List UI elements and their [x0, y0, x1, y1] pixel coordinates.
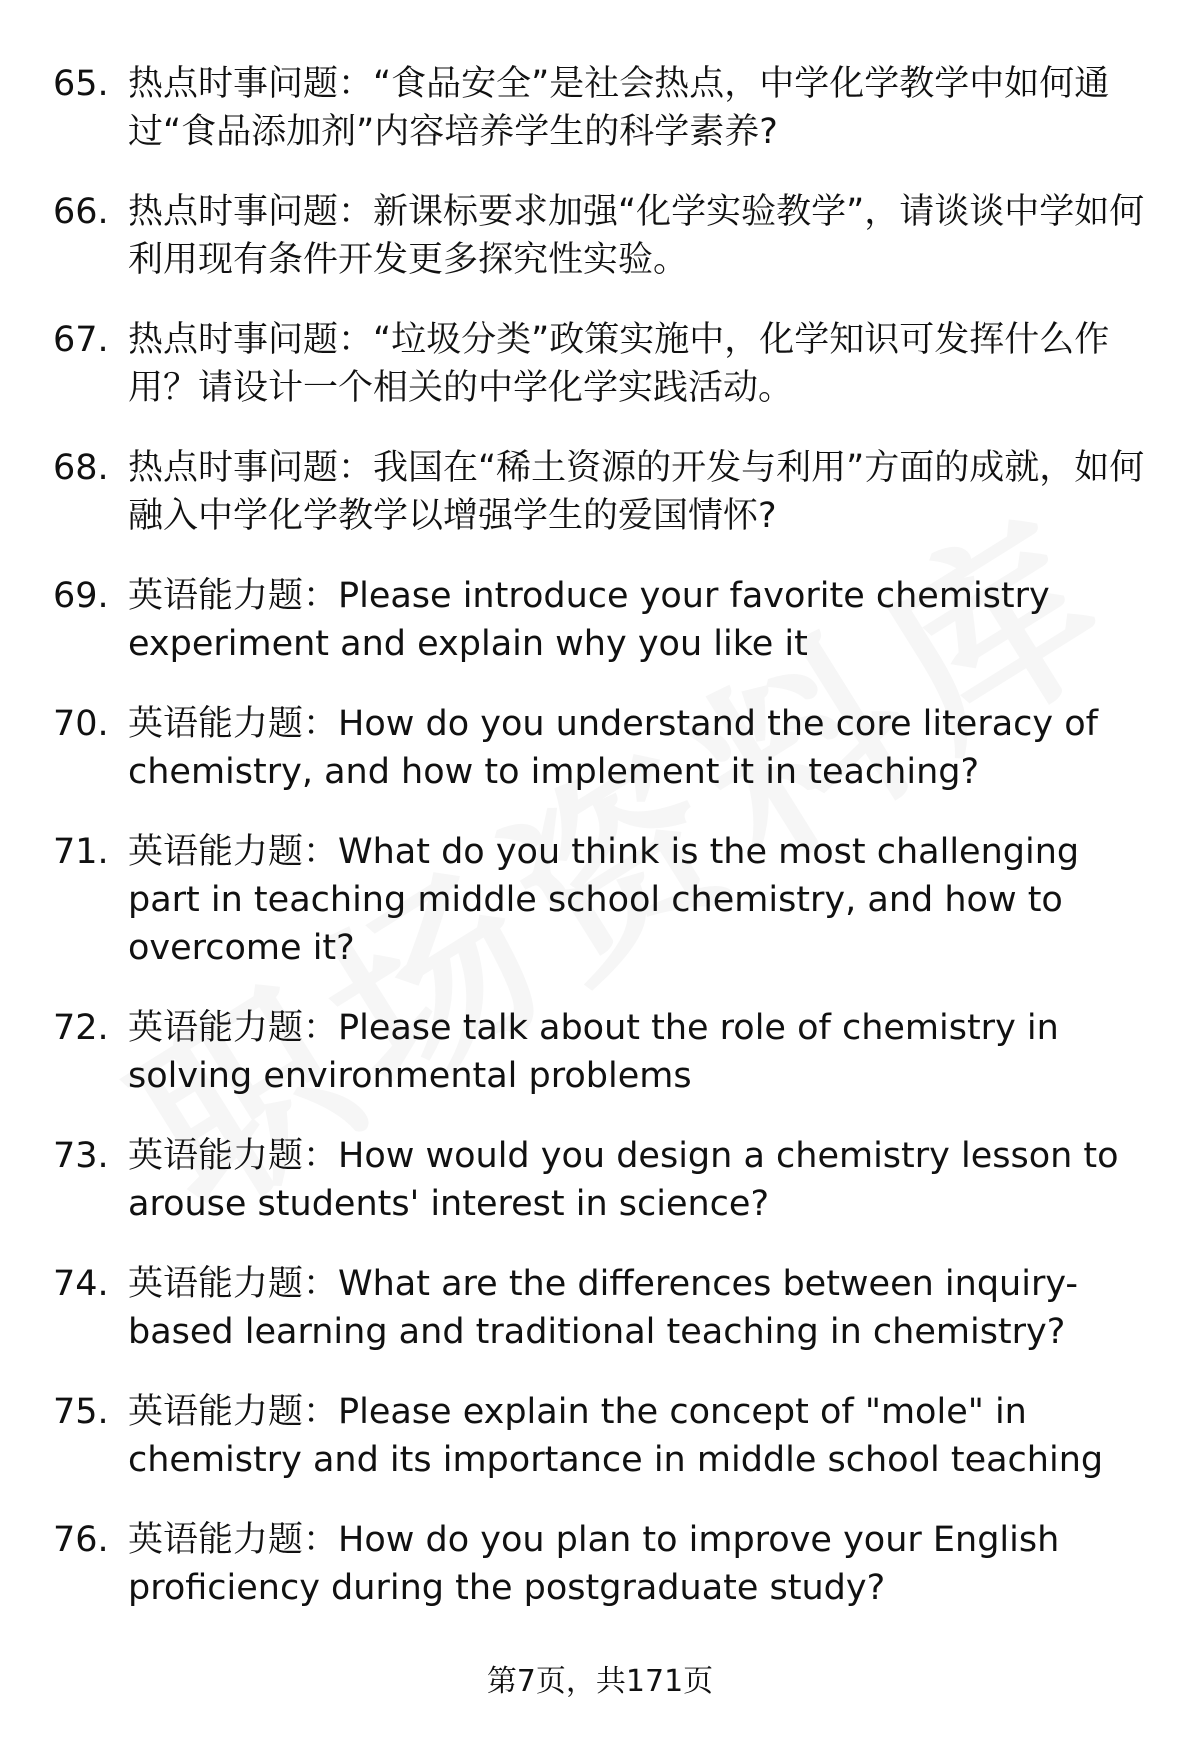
question-text: 英语能力题：Please explain the concept of "mole" in chemistry and its importance in middle school teaching: [128, 1392, 1104, 1480]
question-number: 70.: [53, 704, 109, 744]
page-number-label: 第7页，共171页: [486, 1664, 714, 1699]
question-item: [0, 1132, 1200, 1228]
question-item: [0, 444, 1200, 540]
question-number: 66.: [53, 192, 109, 232]
question-text: 热点时事问题：“食品安全”是社会热点，中学化学教学中如何通过“食品添加剂”内容培养学生的科学素养?: [128, 64, 1110, 152]
question-number: 68.: [53, 448, 109, 488]
question-text: 热点时事问题：“垃圾分类”政策实施中，化学知识可发挥什么作用？请设计一个相关的中学化学实践活动。: [128, 320, 1110, 408]
question-item: [0, 828, 1200, 972]
question-number: 69.: [53, 576, 109, 616]
question-item: [0, 700, 1200, 796]
question-number: 67.: [53, 320, 109, 360]
question-list: [0, 60, 1200, 1612]
question-number: 72.: [53, 1008, 109, 1048]
question-text: 热点时事问题：新课标要求加强“化学实验教学”，请谈谈中学如何利用现有条件开发更多探究性实验。: [128, 192, 1145, 280]
question-item: [0, 1260, 1200, 1356]
question-item: [0, 316, 1200, 412]
question-number: 73.: [53, 1136, 109, 1176]
question-number: 65.: [53, 64, 109, 104]
question-item: [0, 1004, 1200, 1100]
question-item: [0, 1388, 1200, 1484]
question-text: 英语能力题：What are the differences between inquiry-based learning and traditional teaching in chemistry?: [128, 1264, 1079, 1352]
page-footer: [0, 1662, 1200, 1702]
question-item: [0, 60, 1200, 156]
question-text: 热点时事问题：我国在“稀土资源的开发与利用”方面的成就，如何融入中学化学教学以增强学生的爱国情怀?: [128, 448, 1145, 536]
question-number: 71.: [53, 832, 109, 872]
question-item: [0, 572, 1200, 668]
question-item: [0, 188, 1200, 284]
question-text: 英语能力题：What do you think is the most challenging part in teaching middle school chemistry, and how to overcome it?: [128, 832, 1080, 968]
question-text: 英语能力题：Please talk about the role of chemistry in solving environmental problems: [128, 1008, 1059, 1096]
question-text: 英语能力题：Please introduce your favorite chemistry experiment and explain why you like it: [128, 576, 1050, 664]
question-item: [0, 1516, 1200, 1612]
question-number: 74.: [53, 1264, 109, 1304]
question-text: 英语能力题：How do you understand the core literacy of chemistry, and how to implement it in teaching?: [128, 704, 1098, 792]
question-number: 76.: [53, 1520, 109, 1560]
question-number: 75.: [53, 1392, 109, 1432]
question-text: 英语能力题：How do you plan to improve your English proficiency during the postgraduate study?: [128, 1520, 1060, 1608]
question-text: 英语能力题：How would you design a chemistry lesson to arouse students' interest in science?: [128, 1136, 1119, 1224]
